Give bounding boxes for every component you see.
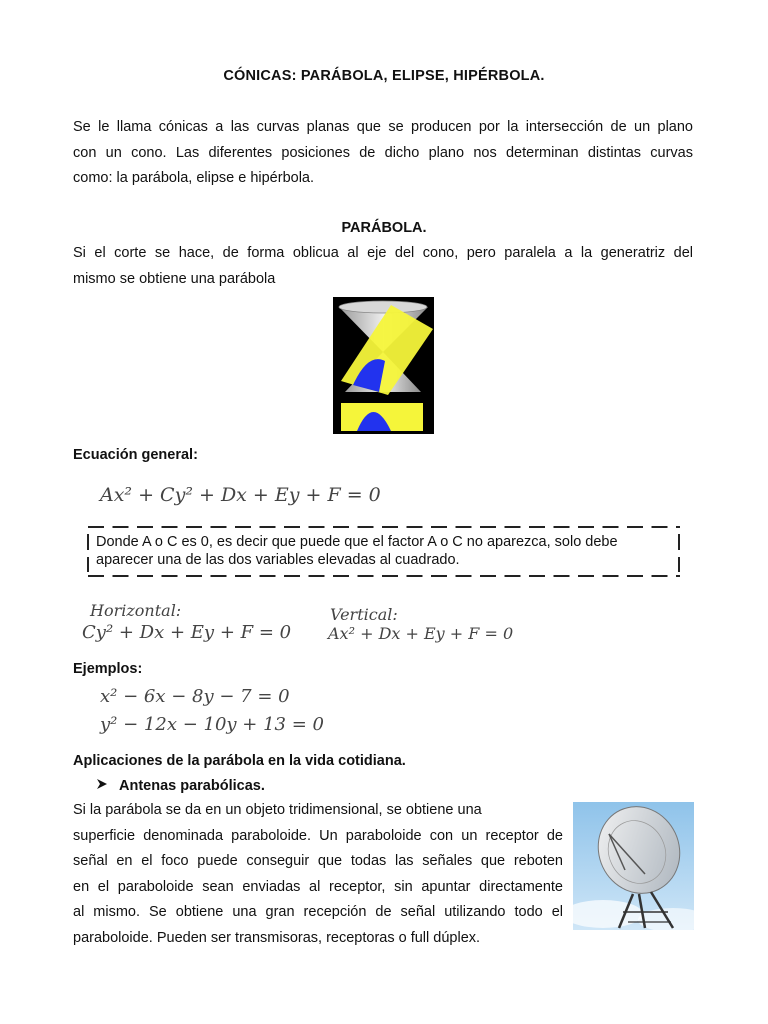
applications-line: superficie denominada paraboloide. Un paraboloide con un receptor de <box>73 827 563 844</box>
intro-line: como: la parábola, elipse e hipérbola. <box>73 170 315 186</box>
applications-line: paraboloide. Pueden ser transmisoras, receptoras o full dúplex. <box>73 929 481 946</box>
cone-section-figure <box>333 297 434 434</box>
note-box-left-border <box>87 534 89 550</box>
parabola-heading: PARÁBOLA. <box>341 220 427 236</box>
example-equation-2: y² − 12x − 10y + 13 = 0 <box>100 714 324 735</box>
note-box-bottom-border <box>88 575 680 577</box>
parabola-line: Si el corte se hace, de forma oblicua al eje del cono, pero paralela a la generatriz del <box>73 245 693 261</box>
note-box-left-border <box>87 557 89 572</box>
examples-heading: Ejemplos: <box>73 661 143 677</box>
parabola-line: mismo se obtiene una parábola <box>73 270 276 287</box>
applications-heading: Aplicaciones de la parábola en la vida cotidiana. <box>73 753 406 769</box>
document-title: CÓNICAS: PARÁBOLA, ELIPSE, HIPÉRBOLA. <box>223 68 545 84</box>
parabola-paragraph <box>73 241 693 292</box>
horizontal-label: Horizontal: <box>90 601 182 620</box>
applications-line: señal en el foco puede conseguir que todas las señales que reboten <box>73 853 563 869</box>
arrow-right-bullet-icon <box>96 778 108 793</box>
note-box-right-border <box>678 557 680 572</box>
general-equation: Ax² + Cy² + Dx + Ey + F = 0 <box>100 484 381 506</box>
applications-line: en el paraboloide sean enviadas al receptor, sin apuntar directamente <box>73 878 563 895</box>
horizontal-equation: Cy² + Dx + Ey + F = 0 <box>82 622 292 643</box>
satellite-dish-photo <box>573 802 694 930</box>
vertical-label: Vertical: <box>330 605 398 624</box>
intro-paragraph <box>73 115 693 192</box>
applications-line: al mismo. Se obtiene una gran recepción de señal utilizando todo el <box>73 904 563 920</box>
note-box-text <box>96 533 676 569</box>
intro-line: con un cono. Las diferentes posiciones de dicho plano nos determinan distintas curvas <box>73 144 693 161</box>
applications-bullet: Antenas parabólicas. <box>119 778 265 794</box>
general-equation-heading: Ecuación general: <box>73 447 198 463</box>
note-box-top-border <box>88 526 680 528</box>
note-box-right-border <box>678 534 680 550</box>
vertical-equation: Ax² + Dx + Ey + F = 0 <box>328 624 514 643</box>
applications-line: Si la parábola se da en un objeto tridimensional, se obtiene una <box>73 802 482 818</box>
note-line: aparecer una de las dos variables elevadas al cuadrado. <box>96 552 460 568</box>
note-line: Donde A o C es 0, es decir que puede que el factor A o C no aparezca, solo debe <box>96 534 618 550</box>
intro-line: Se le llama cónicas a las curvas planas que se producen por la intersección de un plano <box>73 119 693 135</box>
cone-plane-illustration <box>333 297 434 434</box>
applications-paragraph <box>73 798 563 951</box>
example-equation-1: x² − 6x − 8y − 7 = 0 <box>100 686 290 707</box>
